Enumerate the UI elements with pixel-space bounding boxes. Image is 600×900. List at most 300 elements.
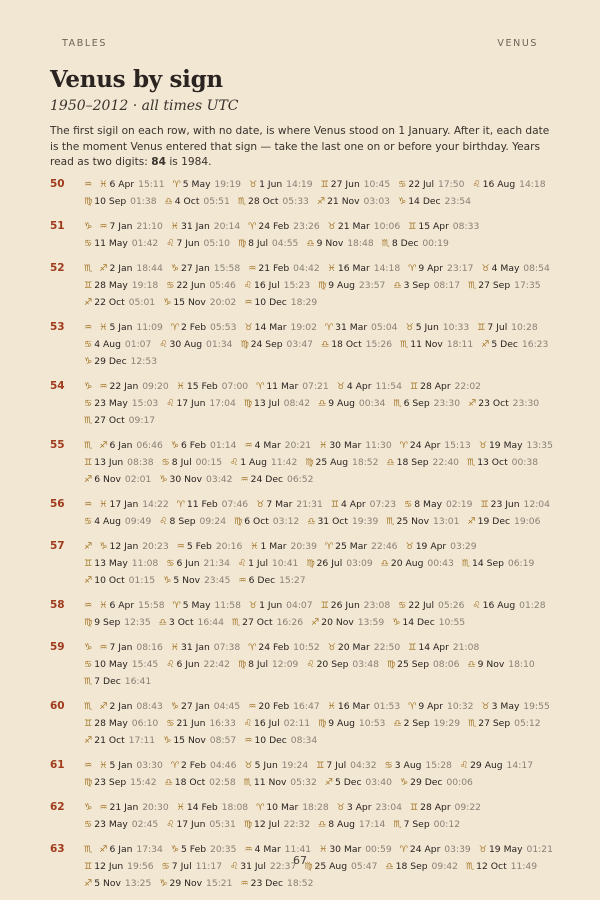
ingress-time: 20:39 <box>287 541 317 552</box>
sign-entries <box>84 597 560 631</box>
ingress-time: 11:09 <box>133 322 163 333</box>
ingress-time: 11:17 <box>192 861 223 872</box>
sign-ingress <box>321 179 391 190</box>
sign-ingress <box>256 381 329 392</box>
leo-icon: ♌︎ <box>472 179 481 190</box>
sign-ingress <box>238 659 299 670</box>
ingress-time: 10:41 <box>269 558 299 569</box>
ingress-date: 27 Jan <box>181 263 210 274</box>
ingress-time: 01:42 <box>128 238 159 249</box>
ingress-date: 17 Jan <box>109 499 139 510</box>
sign-ingress <box>393 819 460 830</box>
sign-ingress <box>244 297 317 308</box>
year-label: 61 <box>50 759 65 771</box>
ingress-time: 03:48 <box>349 659 379 670</box>
gemini-icon: ♊︎ <box>316 760 325 771</box>
cancer-icon: ♋︎ <box>398 600 407 611</box>
ingress-date: 10 Oct <box>94 575 125 586</box>
ingress-time: 07:46 <box>218 499 249 510</box>
taurus-icon: ♉︎ <box>336 381 345 392</box>
capricorn-icon: ♑︎ <box>170 701 180 712</box>
aries-icon: ♈︎ <box>408 701 417 712</box>
year-label: 50 <box>50 178 65 190</box>
ingress-date: 9 Nov <box>316 238 344 249</box>
ingress-date: 17 Jun <box>176 398 206 409</box>
scorpio-icon: ♏︎ <box>393 398 402 409</box>
ingress-time: 10:53 <box>355 718 386 729</box>
sign-ingress <box>244 440 311 451</box>
ingress-time: 23:45 <box>201 575 231 586</box>
sign-ingress <box>163 575 230 586</box>
sign-ingress <box>408 221 479 232</box>
ingress-time: 00:59 <box>362 844 392 855</box>
ingress-date: 23 Dec <box>250 878 284 889</box>
ingress-time: 04:46 <box>207 760 237 771</box>
sign-ingress <box>165 777 236 788</box>
ingress-date: 6 Nov <box>94 474 121 485</box>
sign-ingress <box>238 575 305 586</box>
ingress-date: 3 Sep <box>403 280 430 291</box>
leo-icon: ♌︎ <box>229 457 239 468</box>
sagittarius-icon: ♐︎ <box>310 617 320 628</box>
sign-ingress <box>84 777 157 788</box>
libra-icon: ♎︎ <box>306 238 315 249</box>
ingress-date: 13 Jun <box>94 457 124 468</box>
capricorn-icon: ♑︎ <box>170 440 180 451</box>
year-row <box>50 319 560 370</box>
ingress-time: 21:08 <box>449 642 480 653</box>
sign-entries <box>84 538 560 589</box>
ingress-date: 18 Oct <box>331 339 362 350</box>
capricorn-icon: ♑︎ <box>170 263 180 274</box>
sagittarius-icon: ♐︎ <box>84 297 93 308</box>
sign-ingress <box>325 777 392 788</box>
sign-ingress <box>311 617 384 628</box>
sign-ingress <box>318 280 385 291</box>
sign-ingress <box>165 196 230 207</box>
leo-icon: ♌︎ <box>306 659 315 670</box>
virgo-icon: ♍︎ <box>233 516 243 527</box>
sign-ingress <box>248 263 320 274</box>
ingress-time: 15:21 <box>203 878 233 889</box>
sign-ingress <box>386 457 459 468</box>
capricorn-icon: ♑︎ <box>397 196 407 207</box>
ingress-date: 2 Sep <box>403 718 430 729</box>
ingress-date: 21 Mar <box>337 221 370 232</box>
ingress-date: 10 May <box>94 659 128 670</box>
ingress-time: 08:16 <box>133 642 163 653</box>
scorpio-icon: ♏︎ <box>465 861 475 872</box>
sign-ingress <box>177 802 249 813</box>
ingress-time: 10:28 <box>508 322 538 333</box>
ingress-date: 5 Jan <box>109 322 133 333</box>
ingress-time: 18:11 <box>443 339 474 350</box>
sign-ingress <box>173 179 241 190</box>
sign-ingress <box>159 617 224 628</box>
sign-ingress <box>84 617 151 628</box>
ingress-date: 4 Mar <box>254 844 281 855</box>
ingress-time: 14:19 <box>283 179 313 190</box>
capricorn-icon: ♑︎ <box>163 297 172 308</box>
scorpio-icon: ♏︎ <box>84 676 93 687</box>
ingress-date: 22 Jan <box>109 381 139 392</box>
sign-ingress <box>328 701 401 712</box>
ingress-time: 01:07 <box>121 339 152 350</box>
sign-ingress <box>460 760 533 771</box>
taurus-icon: ♉︎ <box>405 541 414 552</box>
aries-icon: ♈︎ <box>176 499 185 510</box>
ingress-date: 20 Sep <box>316 659 349 670</box>
sign-entries <box>84 260 560 311</box>
ingress-date: 18 Sep <box>395 861 428 872</box>
ingress-date: 10 Sep <box>94 196 127 207</box>
ingress-time: 18:28 <box>299 802 329 813</box>
aries-icon: ♈︎ <box>172 600 181 611</box>
sign-ingress <box>166 558 230 569</box>
ingress-time: 19:39 <box>348 516 379 527</box>
taurus-icon: ♉︎ <box>244 760 253 771</box>
sign-ingress <box>84 297 155 308</box>
ingress-date: 25 Nov <box>396 516 430 527</box>
page-number: 67 <box>293 854 307 867</box>
page-subtitle: 1950–2012 · all times UTC <box>50 98 239 114</box>
sagittarius-icon: ♐︎ <box>99 844 108 855</box>
ingress-date: 21 Nov <box>327 196 360 207</box>
ingress-time: 03:09 <box>343 558 373 569</box>
cancer-icon: ♋︎ <box>84 659 93 670</box>
ingress-date: 15 Apr <box>418 221 449 232</box>
start-sign <box>84 221 94 232</box>
libra-icon: ♎︎ <box>393 718 402 729</box>
ingress-date: 24 Feb <box>258 221 290 232</box>
sign-ingress <box>84 356 157 367</box>
year-row <box>50 757 560 791</box>
gemini-icon: ♊︎ <box>84 280 93 291</box>
virgo-icon: ♍︎ <box>243 819 252 830</box>
pisces-icon: ♓︎ <box>170 221 180 232</box>
sign-ingress <box>398 179 464 190</box>
virgo-icon: ♍︎ <box>84 617 93 628</box>
ingress-date: 9 Nov <box>477 659 505 670</box>
ingress-time: 10:33 <box>439 322 470 333</box>
scorpio-icon: ♏︎ <box>84 844 93 855</box>
cancer-icon: ♋︎ <box>404 499 413 510</box>
sign-ingress <box>159 474 232 485</box>
aries-icon: ♈︎ <box>324 322 334 333</box>
ingress-date: 8 Dec <box>391 238 419 249</box>
ingress-time: 01:53 <box>370 701 401 712</box>
ingress-time: 08:54 <box>520 263 550 274</box>
ingress-time: 22:42 <box>200 659 230 670</box>
cancer-icon: ♋︎ <box>384 760 393 771</box>
sign-ingress <box>171 440 237 451</box>
ingress-date: 7 Dec <box>94 676 121 687</box>
ingress-time: 09:22 <box>451 802 482 813</box>
aries-icon: ♈︎ <box>248 221 257 232</box>
ingress-time: 08:33 <box>449 221 480 232</box>
cancer-icon: ♋︎ <box>166 558 175 569</box>
scorpio-icon: ♏︎ <box>243 777 252 788</box>
ingress-time: 23:08 <box>360 600 391 611</box>
ingress-time: 00:43 <box>424 558 454 569</box>
ingress-date: 31 Jan <box>181 642 210 653</box>
sagittarius-icon: ♐︎ <box>481 339 490 350</box>
year-label: 58 <box>50 599 65 611</box>
scorpio-icon: ♏︎ <box>231 617 241 628</box>
sign-ingress <box>325 322 398 333</box>
ingress-date: 27 Jun <box>330 179 360 190</box>
ingress-date: 9 Aug <box>328 718 355 729</box>
ingress-time: 22:46 <box>368 541 398 552</box>
ingress-time: 19:18 <box>128 280 159 291</box>
ingress-date: 5 Dec <box>491 339 518 350</box>
ingress-time: 09:24 <box>196 516 227 527</box>
sign-ingress <box>166 280 236 291</box>
ingress-date: 13 Jul <box>253 398 280 409</box>
virgo-icon: ♍︎ <box>243 398 252 409</box>
ingress-date: 27 Sep <box>478 718 511 729</box>
ingress-date: 27 Jan <box>181 701 210 712</box>
capricorn-icon: ♑︎ <box>159 474 168 485</box>
sign-ingress <box>250 541 317 552</box>
year-label: 53 <box>50 321 65 333</box>
ingress-date: 8 Aug <box>328 819 355 830</box>
sagittarius-icon: ♐︎ <box>316 196 326 207</box>
sign-ingress <box>232 617 303 628</box>
ingress-time: 01:21 <box>523 844 553 855</box>
ingress-time: 01:28 <box>516 600 546 611</box>
taurus-icon: ♉︎ <box>327 221 336 232</box>
year-row <box>50 437 560 488</box>
venus-sign-table <box>50 176 560 900</box>
ingress-time: 18:52 <box>349 457 379 468</box>
sagittarius-icon: ♐︎ <box>84 878 93 889</box>
ingress-time: 19:56 <box>124 861 154 872</box>
aquarius-icon: ♒︎ <box>176 541 185 552</box>
sign-ingress <box>408 701 473 712</box>
sign-ingress <box>393 718 460 729</box>
ingress-date: 30 Mar <box>329 844 362 855</box>
sign-ingress <box>159 878 232 889</box>
sagittarius-icon: ♐︎ <box>467 398 477 409</box>
ingress-time: 15:26 <box>362 339 393 350</box>
year-row <box>50 260 560 311</box>
sign-ingress <box>171 701 240 712</box>
ingress-time: 12:53 <box>127 356 158 367</box>
ingress-date: 11 Nov <box>253 777 287 788</box>
taurus-icon: ♉︎ <box>336 802 345 813</box>
aries-icon: ♈︎ <box>172 179 181 190</box>
ingress-time: 07:38 <box>210 642 241 653</box>
ingress-date: 7 Jul <box>487 322 508 333</box>
intro-paragraph <box>50 124 550 171</box>
ingress-date: 7 Jan <box>109 642 133 653</box>
aries-icon: ♈︎ <box>170 322 180 333</box>
ingress-date: 7 Jun <box>176 238 200 249</box>
pisces-icon: ♓︎ <box>176 381 185 392</box>
ingress-time: 20:02 <box>206 297 237 308</box>
ingress-time: 02:01 <box>121 474 152 485</box>
sign-ingress <box>468 398 539 409</box>
ingress-date: 28 Apr <box>420 802 451 813</box>
ingress-date: 6 Jan <box>109 844 133 855</box>
ingress-time: 00:19 <box>419 238 449 249</box>
libra-icon: ♎︎ <box>385 861 394 872</box>
sign-ingress <box>84 878 151 889</box>
ingress-date: 22 Jun <box>176 280 206 291</box>
sign-ingress <box>171 322 237 333</box>
sign-ingress <box>244 322 317 333</box>
ingress-date: 24 Feb <box>258 642 290 653</box>
ingress-time: 05:04 <box>368 322 398 333</box>
libra-icon: ♎︎ <box>386 457 395 468</box>
sign-ingress <box>318 398 385 409</box>
aquarius-icon: ♒︎ <box>84 499 93 510</box>
ingress-time: 20:21 <box>281 440 312 451</box>
ingress-date: 23 Jun <box>490 499 520 510</box>
cancer-icon: ♋︎ <box>166 280 175 291</box>
ingress-time: 03:47 <box>283 339 314 350</box>
sign-ingress <box>84 676 151 687</box>
sign-ingress <box>318 819 385 830</box>
ingress-time: 22:32 <box>280 819 311 830</box>
ingress-time: 20:16 <box>212 541 243 552</box>
sign-ingress <box>306 558 372 569</box>
ingress-date: 25 Sep <box>397 659 430 670</box>
ingress-time: 09:49 <box>121 516 152 527</box>
ingress-time: 16:23 <box>518 339 549 350</box>
cancer-icon: ♋︎ <box>84 238 93 249</box>
year-label: 60 <box>50 700 65 712</box>
ingress-time: 03:03 <box>360 196 391 207</box>
sign-ingress <box>166 819 236 830</box>
ingress-time: 21:31 <box>293 499 323 510</box>
ingress-date: 24 Sep <box>250 339 283 350</box>
ingress-time: 11:58 <box>211 600 241 611</box>
sagittarius-icon: ♐︎ <box>99 440 108 451</box>
ingress-date: 31 Oct <box>317 516 348 527</box>
scorpio-icon: ♏︎ <box>84 701 93 712</box>
ingress-time: 04:55 <box>269 238 299 249</box>
sign-ingress <box>479 440 553 451</box>
sign-ingress <box>381 558 454 569</box>
year-row <box>50 799 560 833</box>
ingress-time: 09:42 <box>428 861 458 872</box>
aries-icon: ♈︎ <box>170 760 180 771</box>
start-sign <box>84 179 94 190</box>
ingress-date: 3 Apr <box>346 802 372 813</box>
ingress-time: 08:17 <box>430 280 461 291</box>
leo-icon: ♌︎ <box>166 659 175 670</box>
ingress-time: 05:46 <box>206 280 236 291</box>
cancer-icon: ♋︎ <box>84 819 93 830</box>
capricorn-icon: ♑︎ <box>163 575 172 586</box>
ingress-time: 08:57 <box>206 735 237 746</box>
scorpio-icon: ♏︎ <box>84 415 93 426</box>
ingress-time: 05:10 <box>200 238 230 249</box>
aquarius-icon: ♒︎ <box>238 575 247 586</box>
ingress-date: 6 Dec <box>248 575 276 586</box>
ingress-time: 01:34 <box>203 339 233 350</box>
start-sign <box>84 642 94 653</box>
ingress-date: 18 Sep <box>396 457 429 468</box>
ingress-date: 6 Jun <box>176 558 200 569</box>
ingress-date: 25 Mar <box>335 541 368 552</box>
ingress-time: 18:48 <box>344 238 374 249</box>
sign-ingress <box>173 600 241 611</box>
pisces-icon: ♓︎ <box>176 802 185 813</box>
leo-icon: ♌︎ <box>166 238 175 249</box>
gemini-icon: ♊︎ <box>320 179 329 190</box>
sign-ingress <box>177 381 249 392</box>
aries-icon: ♈︎ <box>399 440 408 451</box>
sign-ingress <box>84 457 154 468</box>
leo-icon: ♌︎ <box>243 718 252 729</box>
ingress-date: 5 Jun <box>254 760 278 771</box>
aquarius-icon: ♒︎ <box>244 440 253 451</box>
sign-entries <box>84 757 560 791</box>
sign-entries <box>84 639 560 690</box>
taurus-icon: ♉︎ <box>405 322 414 333</box>
ingress-time: 23:30 <box>509 398 540 409</box>
cancer-icon: ♋︎ <box>84 339 93 350</box>
sign-ingress <box>84 819 158 830</box>
sign-ingress <box>393 280 460 291</box>
sign-ingress <box>410 381 481 392</box>
taurus-icon: ♉︎ <box>327 642 336 653</box>
sign-ingress <box>99 701 163 712</box>
libra-icon: ♎︎ <box>393 280 402 291</box>
sign-ingress <box>467 457 538 468</box>
ingress-date: 28 Oct <box>248 196 279 207</box>
capricorn-icon: ♑︎ <box>84 802 93 813</box>
ingress-time: 20:30 <box>139 802 169 813</box>
ingress-date: 26 Jul <box>316 558 343 569</box>
ingress-time: 13:59 <box>354 617 385 628</box>
ingress-time: 14:22 <box>139 499 169 510</box>
ingress-date: 11 Nov <box>410 339 443 350</box>
ingress-time: 04:45 <box>210 701 241 712</box>
ingress-date: 2 Feb <box>181 760 207 771</box>
ingress-date: 18 Oct <box>174 777 206 788</box>
ingress-time: 19:24 <box>278 760 309 771</box>
ingress-time: 18:52 <box>284 878 314 889</box>
ingress-time: 00:06 <box>443 777 473 788</box>
ingress-date: 16 Jul <box>253 280 280 291</box>
start-sign <box>84 541 94 552</box>
ingress-date: 9 Sep <box>94 617 121 628</box>
ingress-time: 11:54 <box>372 381 402 392</box>
ingress-time: 14:18 <box>516 179 546 190</box>
ingress-time: 11:08 <box>128 558 159 569</box>
ingress-date: 23 Oct <box>478 398 509 409</box>
aquarius-icon: ♒︎ <box>244 844 253 855</box>
sign-ingress <box>244 735 317 746</box>
sign-ingress <box>307 516 378 527</box>
pisces-icon: ♓︎ <box>99 179 108 190</box>
leo-icon: ♌︎ <box>166 398 175 409</box>
virgo-icon: ♍︎ <box>318 280 327 291</box>
ingress-date: 5 May <box>182 600 211 611</box>
sign-ingress <box>99 600 164 611</box>
year-label: 55 <box>50 439 65 451</box>
scorpio-icon: ♏︎ <box>461 558 470 569</box>
ingress-date: 5 Jan <box>109 760 133 771</box>
pisces-icon: ♓︎ <box>319 440 328 451</box>
sign-ingress <box>244 718 310 729</box>
ingress-time: 05:31 <box>206 819 236 830</box>
sign-ingress <box>306 238 373 249</box>
